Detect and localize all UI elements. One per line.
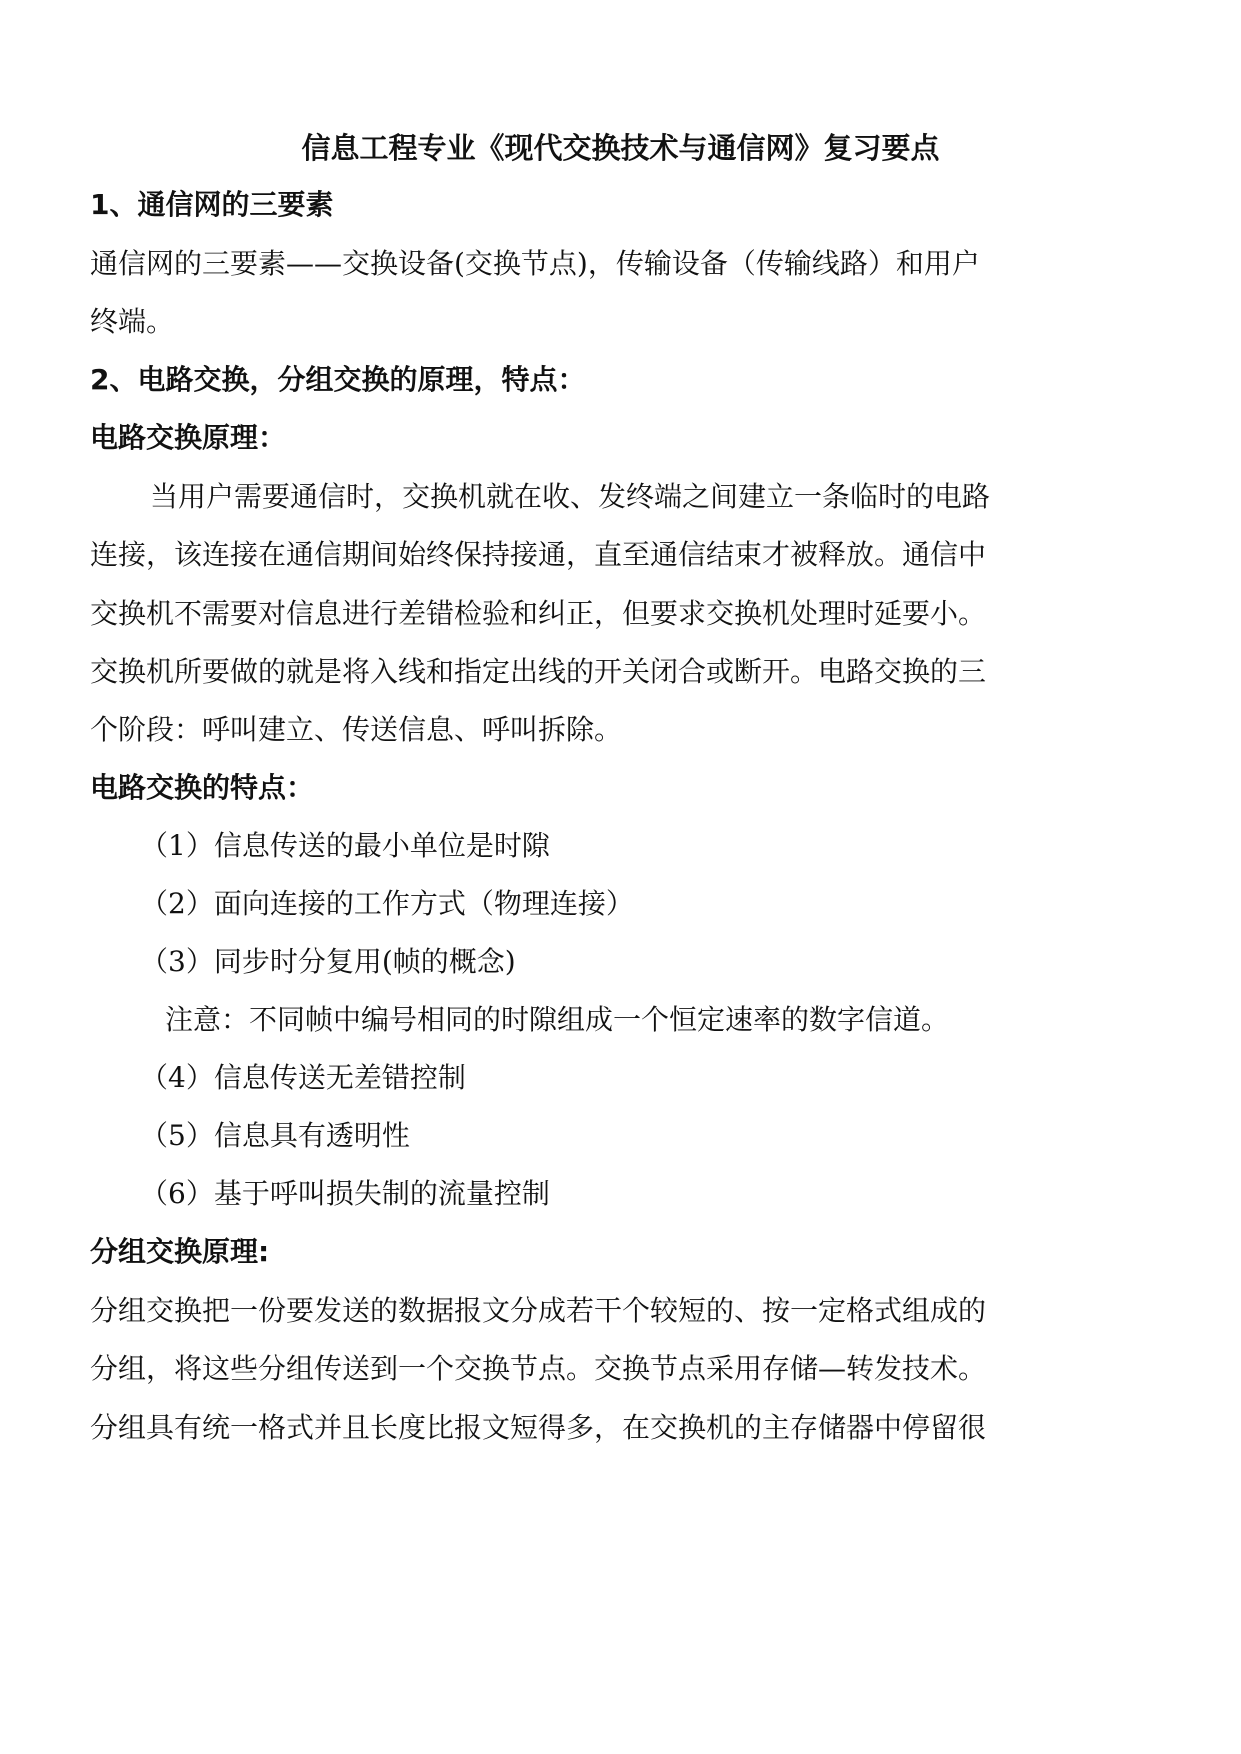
circuit-feature-item: （4）信息传送无差错控制: [140, 1061, 466, 1094]
circuit-feature-note: 注意：不同帧中编号相同的时隙组成一个恒定速率的数字信道。: [165, 1003, 950, 1036]
packet-principle-line: 分组具有统一格式并且长度比报文短得多，在交换机的主存储器中停留很: [90, 1411, 987, 1444]
section2-heading: 2、电路交换，分组交换的原理，特点：: [90, 363, 586, 396]
circuit-feature-item: （5）信息具有透明性: [140, 1119, 410, 1152]
section1-heading: 1、通信网的三要素: [90, 188, 334, 221]
circuit-principle-line: 个阶段：呼叫建立、传送信息、呼叫拆除。: [90, 713, 623, 746]
circuit-principle-heading: 电路交换原理：: [90, 421, 287, 454]
circuit-feature-item: （6）基于呼叫损失制的流量控制: [140, 1177, 550, 1210]
section1-body-line: 终端。: [90, 305, 175, 338]
packet-principle-line: 分组交换把一份要发送的数据报文分成若干个较短的、按一定格式组成的: [90, 1294, 987, 1327]
circuit-feature-item: （2）面向连接的工作方式（物理连接）: [140, 887, 634, 920]
circuit-features-heading: 电路交换的特点：: [90, 771, 315, 804]
section1-body-line: 通信网的三要素——交换设备(交换节点)，传输设备（传输线路）和用户: [90, 247, 980, 280]
document-title: 信息工程专业《现代交换技术与通信网》复习要点: [301, 131, 940, 165]
circuit-principle-line: 交换机不需要对信息进行差错检验和纠正，但要求交换机处理时延要小。: [90, 597, 987, 630]
circuit-feature-item: （1）信息传送的最小单位是时隙: [140, 829, 550, 862]
circuit-principle-line: 当用户需要通信时，交换机就在收、发终端之间建立一条临时的电路: [150, 480, 991, 513]
circuit-feature-item: （3）同步时分复用(帧的概念): [140, 945, 516, 978]
circuit-principle-line: 交换机所要做的就是将入线和指定出线的开关闭合或断开。电路交换的三: [90, 655, 987, 688]
circuit-principle-line: 连接，该连接在通信期间始终保持接通，直至通信结束才被释放。通信中: [90, 538, 987, 571]
packet-principle-heading: 分组交换原理:: [90, 1235, 270, 1268]
packet-principle-line: 分组，将这些分组传送到一个交换节点。交换节点采用存储—转发技术。: [90, 1352, 987, 1385]
